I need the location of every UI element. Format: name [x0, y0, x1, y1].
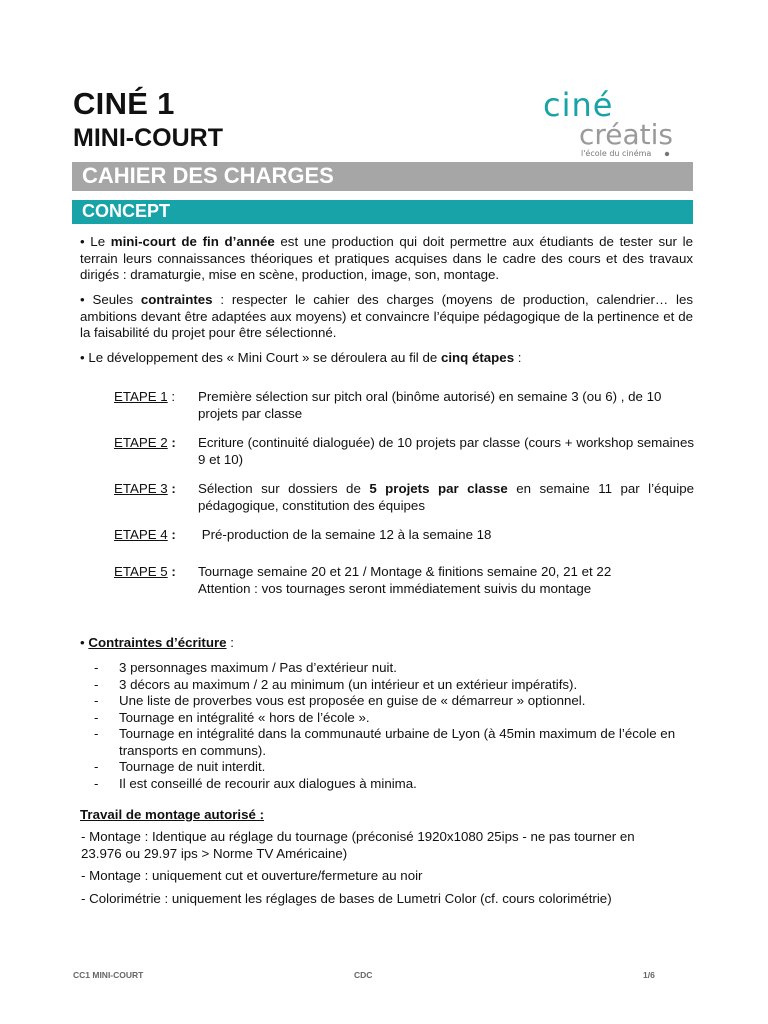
step-text: Ecriture (continuité dialoguée) de 10 projets par classe (cours + workshop semaines 9 et 10) [198, 435, 694, 467]
step-5 [114, 564, 694, 598]
logo-dot [665, 152, 669, 156]
step-label: ETAPE 5 : [114, 564, 176, 579]
logo-line1: ciné [543, 88, 614, 124]
intro-paragraph-1 [80, 234, 693, 284]
p3-text-c: : [514, 350, 522, 365]
logo-line2: créatis [579, 118, 674, 151]
step-2 [114, 435, 694, 469]
list-item: - Il est conseillé de recourir aux dialogues à minima. [94, 775, 417, 791]
contraintes-list [92, 660, 694, 792]
list-item: - Tournage de nuit interdit. [94, 759, 266, 774]
step-text: Première sélection sur pitch oral (binôme autorisé) en semaine 3 (ou 6) , de 10 projets par classe [198, 389, 662, 421]
montage-line-2: - Montage : uniquement cut et ouverture/fermeture au noir [81, 868, 423, 883]
footer-page-number: 1/6 [643, 970, 655, 980]
list-item: - Tournage en intégralité « hors de l’école ». [94, 709, 370, 725]
montage-line-1: - Montage : Identique au réglage du tournage (préconisé 1920x1080 25ips - ne pas tourner en 23.976 ou 29.97 ips > Norme TV Américaine) [81, 829, 635, 861]
list-item: - Une liste de proverbes vous est proposée en guise de « démarreur » optionnel. [94, 693, 586, 708]
p1-bold: mini-court de fin d’année [110, 234, 275, 249]
step-1 [114, 389, 694, 423]
intro-paragraph-3 [80, 350, 693, 367]
p2-bold: contraintes [140, 292, 213, 307]
contraintes-heading: • Contraintes d’écriture : [80, 635, 234, 650]
intro-paragraph-2 [80, 292, 693, 342]
section-title-concept: CONCEPT [82, 201, 171, 221]
p2-text-a: • Seules [80, 292, 141, 307]
p1-text-a: • Le [80, 234, 111, 249]
list-item: - 3 personnages maximum / Pas d’extérieur nuit. [94, 660, 397, 675]
document-subtitle: MINI-COURT [73, 124, 223, 152]
step-4 [114, 527, 694, 545]
step-3 [114, 481, 694, 515]
footer-center: CDC [354, 970, 373, 980]
section-bar-cahier [72, 162, 693, 191]
step-text: Sélection sur dossiers de 5 projets par classe en semaine 11 par l’équipe pédagogique, constitution des équipes [198, 481, 694, 513]
list-item: - 3 décors au maximum / 2 au minimum (un intérieur et un extérieur impératifs). [94, 676, 578, 692]
montage-heading: Travail de montage autorisé : [80, 807, 264, 822]
section-title-cahier: CAHIER DES CHARGES [82, 163, 334, 188]
montage-line-3: - Colorimétrie : uniquement les réglages de bases de Lumetri Color (cf. cours colorimétrie) [81, 891, 612, 906]
p1-text-c: est une production qui doit permettre aux étudiants de tester sur le terrain leurs connaissances théoriques et pratiques acquises dans le cadre des cours et des travaux dirigés : dramaturgie, mise en scène, production, image, son, montage. [80, 234, 693, 282]
cinecreatis-logo [541, 88, 701, 168]
document-title: CINÉ 1 [73, 86, 175, 121]
step-text: Tournage semaine 20 et 21 / Montage & finitions semaine 20, 21 et 22 Attention : vos tournages seront immédiatement suivis du montage [198, 564, 612, 596]
logo-tagline: l'école du cinéma [581, 149, 652, 158]
step-text: Pré-production de la semaine 12 à la semaine 18 [198, 527, 492, 542]
p3-text-a: • Le développement des « Mini Court » se déroulera au fil de [80, 350, 441, 365]
step-label: ETAPE 3 : [114, 481, 176, 496]
p3-bold: cinq étapes [440, 350, 515, 365]
footer-left: CC1 MINI-COURT [73, 970, 144, 980]
step-label: ETAPE 4 : [114, 527, 176, 542]
step-label: ETAPE 1 : [114, 389, 176, 404]
p2-text-c: : respecter le cahier des charges (moyens de production, calendrier… les ambitions devant être adaptées aux moyens) et convaincre l’équipe pédagogique de la pertinence et de la faisabilité du projet pour être sélectionné. [80, 292, 693, 340]
list-item: - Tournage en intégralité dans la communauté urbaine de Lyon (à 45min maximum de l’école en transports en communs). [94, 726, 676, 758]
section-bar-concept [72, 200, 693, 224]
step-label: ETAPE 2 : [114, 435, 176, 450]
